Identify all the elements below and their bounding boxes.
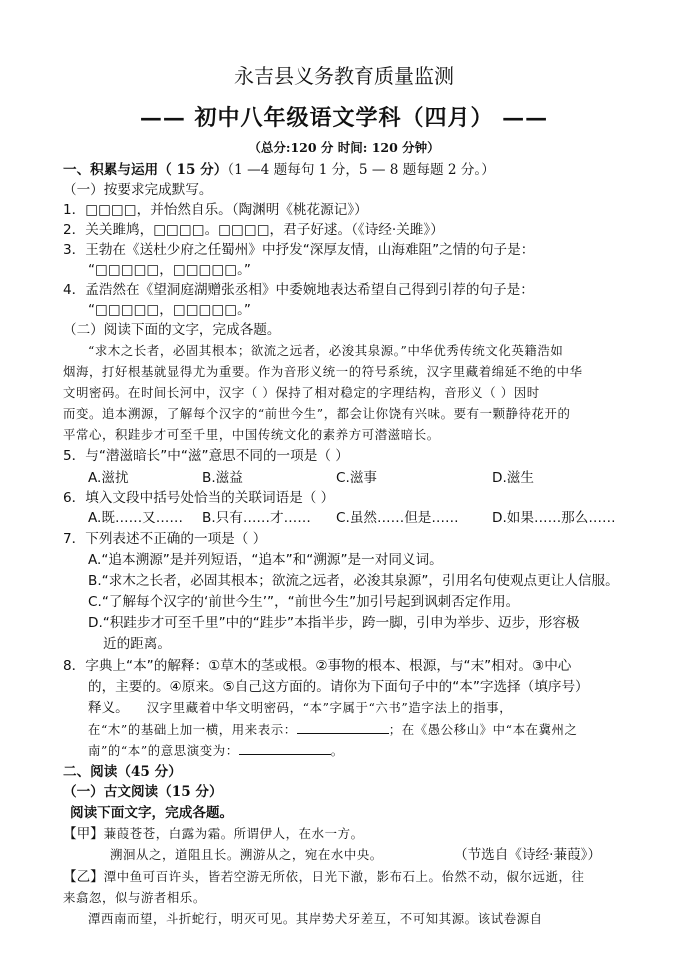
question-6: 6．填入文段中括号处恰当的关联词语是（ ） <box>63 490 335 506</box>
question-8-line <box>88 698 512 718</box>
q7-option-a: A.“追本溯源”是并列短语，“追本”和“溯源”是一对同义词。 <box>88 552 443 568</box>
q7-option-d-cont: 近的距离。 <box>103 636 171 652</box>
q8-line5: 南”的“本”的意思演变为： <box>88 743 239 758</box>
section1-heading-row <box>63 160 495 180</box>
question-5: 5．与“潜滋暗长”中“滋”意思不同的一项是（ ） <box>63 448 349 464</box>
q7-option-b: B.“求木之长者，必固其根本；欲流之远者，必浚其泉源”，引用名句使观点更让人信服。 <box>88 573 619 589</box>
q5-option-a: A.滋扰 <box>88 470 129 486</box>
passage-line: 而变。追本溯源，了解每个汉字的“前世今生”，都会让你饶有兴味。要有一颗静待花开的 <box>63 406 571 421</box>
q8-line4-b: ；在《愚公移山》中“本在冀州之 <box>388 722 578 737</box>
question-8-tail: 汉字里藏着中华文明密码，“本”字属于“六书”造字法上的指事， <box>146 700 513 715</box>
question-2: 2．关关雎鸠，□□□□。□□□□，君子好逑。（《诗经·关雎》） <box>63 222 444 238</box>
passage-jia-line <box>63 824 364 844</box>
section1-heading: 一、积累与运用（ 15 分） <box>63 162 228 178</box>
question-3-blank: “□□□□□，□□□□□。” <box>88 262 251 278</box>
passage-line: 烟海，打好根基就显得尤为重要。作为音形义统一的符号系统，汉字里藏着绵延不绝的中华 <box>63 364 583 379</box>
q6-option-d: D.如果……那么…… <box>492 510 616 526</box>
exam-subtitle: —— 初中八年级语文学科（四月） —— <box>139 105 549 131</box>
yi-label: 【乙】 <box>63 869 104 885</box>
part2-title: （二）阅读下面的文字，完成各题。 <box>63 322 281 338</box>
section1-heading-note: （1 —4 题每句 1 分，5 — 8 题每题 2 分。） <box>227 162 495 178</box>
question-8-line: 的，主要的。④原来。⑤自己这方面的。请你为下面句子中的“本”字选择（填序号） <box>88 679 589 695</box>
q5-option-d: D.滋生 <box>492 470 534 486</box>
q5-option-c: C.滋事 <box>336 470 378 486</box>
q8-line4-a: 在“木”的基础上加一横，用来表示： <box>88 722 297 737</box>
passage-line: 文明密码。在时间长河中，汉字（ ）保持了相对稳定的字理结构，音形义（ ）因时 <box>63 385 540 400</box>
question-8-line: 南”的“本”的意思演变为： 。 <box>88 740 344 761</box>
answer-blank[interactable] <box>297 719 389 734</box>
passage-line: 平常心，积跬步才可至千里，中国传统文化的素养方可潜滋暗长。 <box>63 427 440 442</box>
q7-option-d: D.“积跬步才可至千里”中的“跬步”本指半步，跨一脚，引申为举步、迈步，形容极 <box>88 615 580 631</box>
yi-text: 潭中鱼可百许头，皆若空游无所依，日光下澈，影布石上。佁然不动，俶尔远逝，往 <box>103 869 585 884</box>
answer-blank[interactable] <box>239 740 331 755</box>
question-8-label: 释义。 <box>88 700 129 716</box>
passage-jia-line <box>110 845 383 865</box>
section2-heading: 二、阅读（45 分） <box>63 764 182 780</box>
q6-option-b: B.只有……才…… <box>202 510 311 526</box>
section2-part1: （一）古文阅读（15 分） <box>63 784 223 800</box>
part1-title: （一）按要求完成默写。 <box>63 182 213 198</box>
jia-label: 【甲】 <box>63 826 104 842</box>
q6-option-a: A.既……又…… <box>88 510 183 526</box>
q7-option-c: C.“了解每个汉字的‘前世今生’”，“前世今生”加引号起到讽刺否定作用。 <box>88 594 520 610</box>
question-4-blank: “□□□□□，□□□□□。” <box>88 302 251 318</box>
jia-text: 溯洄从之，道阻且长。溯游从之，宛在水中央。 <box>110 847 383 862</box>
q6-option-c: C.虽然……但是…… <box>336 510 459 526</box>
question-8: 8．字典上“本”的解释：①草木的茎或根。②事物的根本、根源，与“末”相对。③中心 <box>63 658 572 674</box>
section2-instruction: 阅读下面文字，完成各题。 <box>70 805 234 821</box>
q5-option-b: B.滋益 <box>202 470 243 486</box>
question-1: 1．□□□□，并怡然自乐。（陶渊明《桃花源记》） <box>63 202 368 218</box>
question-4: 4．孟浩然在《望洞庭湖赠张丞相》中委婉地表达希望自己得到引荐的句子是： <box>63 282 534 298</box>
passage-yi-line: 来翕忽，似与游者相乐。 <box>63 890 206 905</box>
exam-title: 永吉县义务教育质量监测 <box>234 64 454 88</box>
question-7: 7．下列表述不正确的一项是（ ） <box>63 531 267 547</box>
exam-meta: （总分:120 分 时间: 120 分钟） <box>248 140 440 155</box>
passage-line: “求木之长者，必固其根本；欲流之远者，必浚其泉源。”中华优秀传统文化英籍浩如 <box>88 343 564 358</box>
question-8-line <box>88 719 578 740</box>
passage-yi-line: 潭西南而望，斗折蛇行，明灭可见。其岸势犬牙差互，不可知其源。该试卷源自 <box>88 911 543 926</box>
question-3: 3．王勃在《送杜少府之任蜀州》中抒发“深厚友情，山海难阻”之情的句子是： <box>63 242 535 258</box>
jia-source: （节选自《诗经·蒹葭》） <box>454 847 602 863</box>
jia-text: 蒹葭苍苍，白露为霜。所谓伊人，在水一方。 <box>103 826 364 841</box>
passage-yi-line <box>63 867 584 887</box>
